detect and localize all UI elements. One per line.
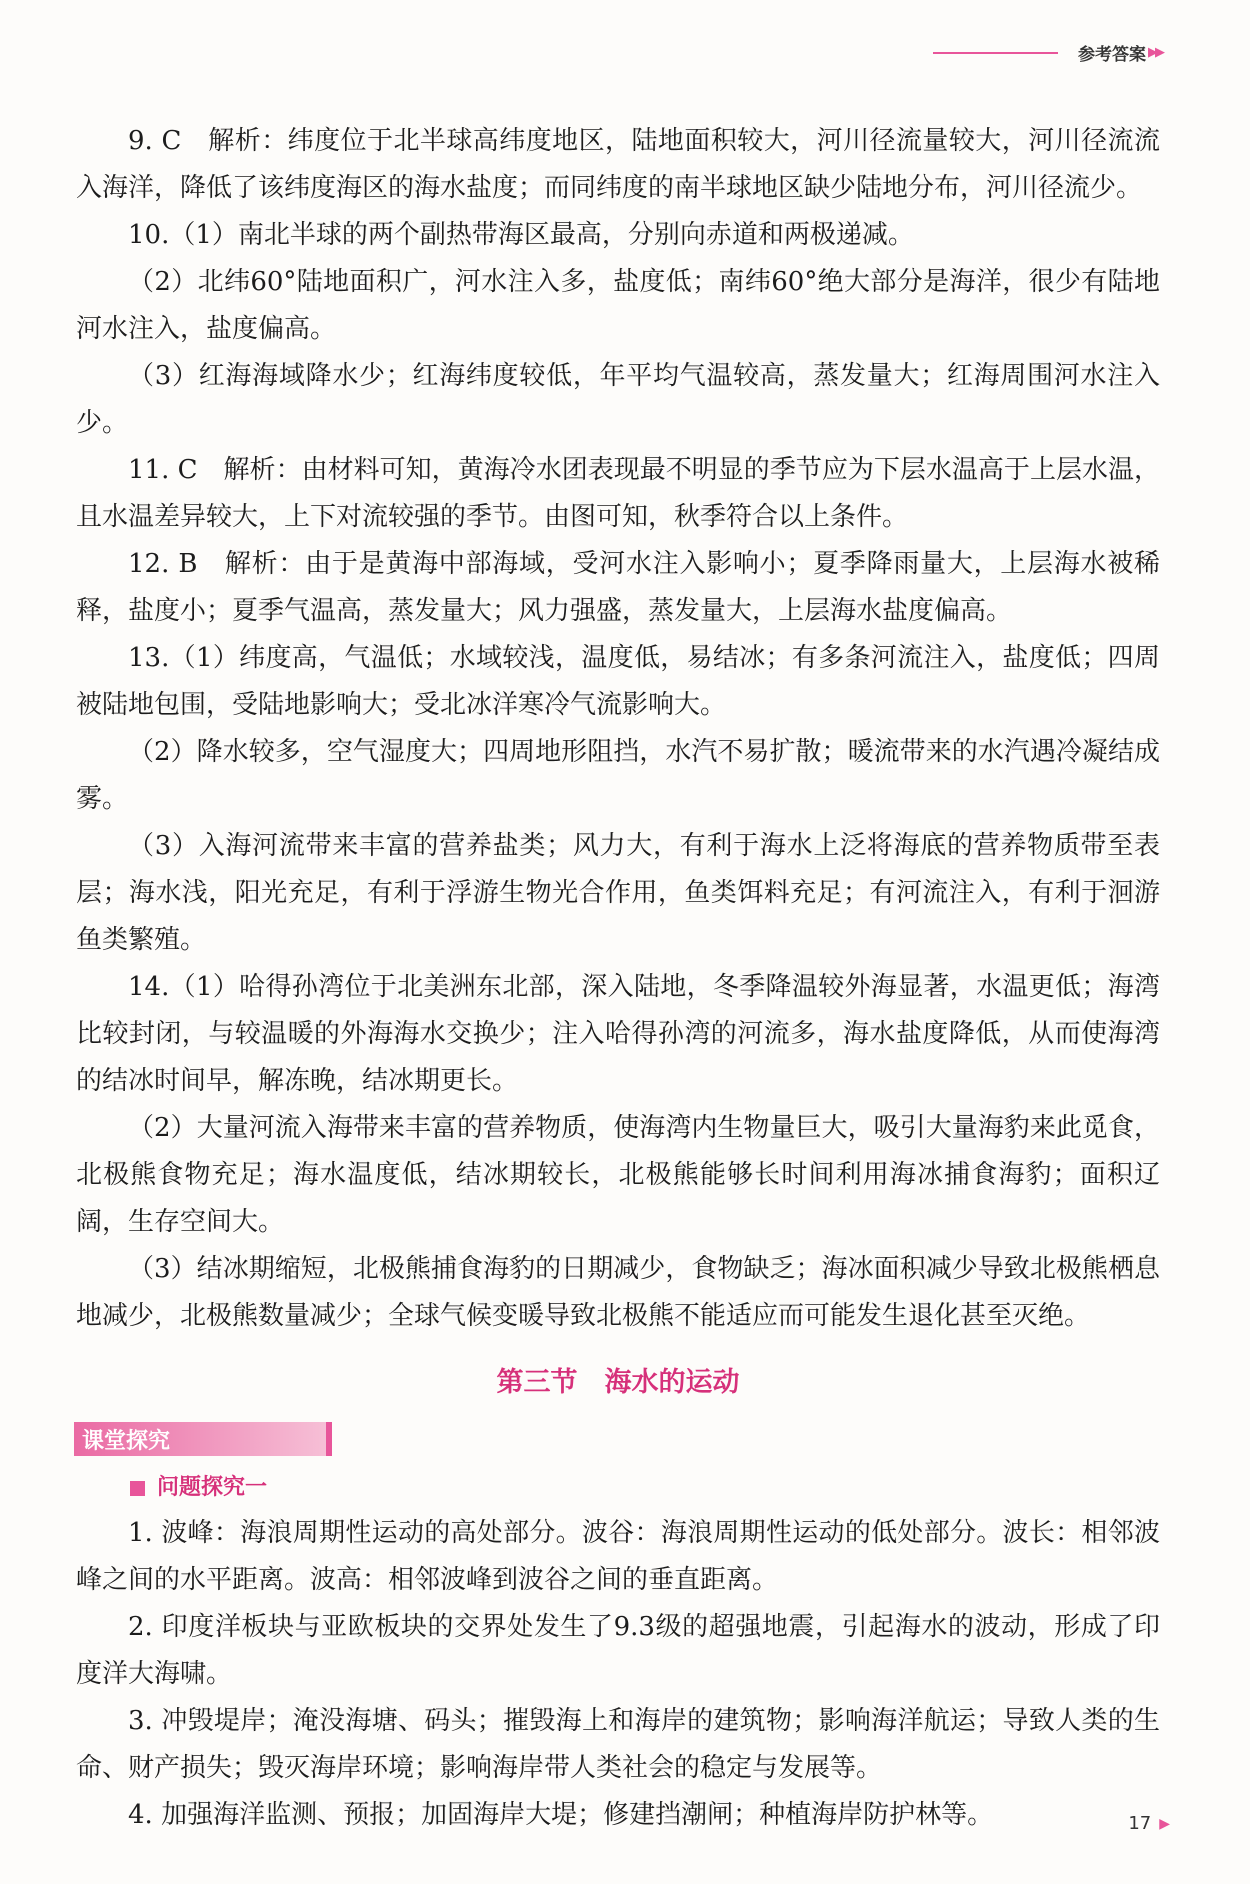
explore-4: 4. 加强海洋监测、预报；加固海岸大堤；修建挡潮闸；种植海岸防护林等。	[128, 1800, 994, 1830]
answer-13-2: （2）降水较多，空气湿度大；四周地形阻挡，水汽不易扩散；暖流带来的水汽遇冷凝结成雾。	[76, 737, 1160, 814]
sub-title	[130, 1466, 1160, 1510]
page-number	[1128, 1813, 1170, 1834]
header-rule	[933, 52, 1058, 54]
answer-9: 9. C 解析：纬度位于北半球高纬度地区，陆地面积较大，河川径流量较大，河川径流流入海洋，降低了该纬度海区的海水盐度；而同纬度的南半球地区缺少陆地分布，河川径流少。	[76, 126, 1160, 203]
header-arrows-icon: ▶▶	[1148, 45, 1162, 60]
answer-14-2: （2）大量河流入海带来丰富的营养物质，使海湾内生物量巨大，吸引大量海豹来此觅食，北极熊食物充足；海水温度低，结冰期较长，北极熊能够长时间利用海冰捕食海豹；面积辽阔，生存空间大。	[76, 1113, 1160, 1237]
page-number-value: 17	[1128, 1813, 1152, 1834]
explore-2: 2. 印度洋板块与亚欧板块的交界处发生了9.3级的超强地震，引起海水的波动，形成了印度洋大海啸。	[76, 1612, 1160, 1689]
square-bullet-icon	[130, 1481, 145, 1496]
answer-10-2: （2）北纬60°陆地面积广，河水注入多，盐度低；南纬60°绝大部分是海洋，很少有陆地河水注入，盐度偏高。	[76, 267, 1160, 344]
answer-10-3: （3）红海海域降水少；红海纬度较低，年平均气温较高，蒸发量大；红海周围河水注入少。	[76, 361, 1160, 438]
answer-10-1: 10.（1）南北半球的两个副热带海区最高，分别向赤道和两极递减。	[128, 220, 914, 250]
answer-13-1: 13.（1）纬度高，气温低；水域较浅，温度低，易结冰；有多条河流注入，盐度低；四周被陆地包围，受陆地影响大；受北冰洋寒冷气流影响大。	[76, 643, 1160, 720]
answer-14-1: 14.（1）哈得孙湾位于北美洲东北部，深入陆地，冬季降温较外海显著，水温更低；海湾比较封闭，与较温暖的外海海水交换少；注入哈得孙湾的河流多，海水盐度降低，从而使海湾的结冰时间早，解冻晚，结冰期更长。	[76, 972, 1160, 1096]
answer-12: 12. B 解析：由于是黄海中部海域，受河水注入影响小；夏季降雨量大，上层海水被稀释，盐度小；夏季气温高，蒸发量大；风力强盛，蒸发量大，上层海水盐度偏高。	[76, 549, 1160, 626]
explore-1: 1. 波峰：海浪周期性运动的高处部分。波谷：海浪周期性运动的低处部分。波长：相邻波峰之间的水平距离。波高：相邻波峰到波谷之间的垂直距离。	[76, 1518, 1160, 1595]
page-content	[76, 118, 1160, 1839]
answer-13-3: （3）入海河流带来丰富的营养盐类；风力大，有利于海水上泛将海底的营养物质带至表层；海水浅，阳光充足，有利于浮游生物光合作用，鱼类饵料充足；有河流注入，有利于洄游鱼类繁殖。	[76, 831, 1160, 955]
page-header	[933, 40, 1162, 65]
answer-11: 11. C 解析：由材料可知，黄海冷水团表现最不明显的季节应为下层水温高于上层水温，且水温差异较大，上下对流较强的季节。由图可知，秋季符合以上条件。	[76, 455, 1160, 532]
sub-title-label: 问题探究一	[157, 1475, 268, 1500]
triangle-right-icon: ▶	[1159, 1815, 1170, 1832]
section-tag	[74, 1422, 326, 1456]
tag-end-mark	[326, 1422, 332, 1456]
header-label: 参考答案	[1078, 45, 1146, 65]
explore-3: 3. 冲毁堤岸；淹没海塘、码头；摧毁海上和海岸的建筑物；影响海洋航运；导致人类的生命、财产损失；毁灭海岸环境；影响海岸带人类社会的稳定与发展等。	[76, 1706, 1160, 1783]
answer-14-3: （3）结冰期缩短，北极熊捕食海豹的日期减少，食物缺乏；海冰面积减少导致北极熊栖息地减少，北极熊数量减少；全球气候变暖导致北极熊不能适应而可能发生退化甚至灭绝。	[76, 1254, 1160, 1331]
section-title: 第三节 海水的运动	[496, 1367, 740, 1398]
section-tag-label: 课堂探究	[82, 1429, 171, 1454]
